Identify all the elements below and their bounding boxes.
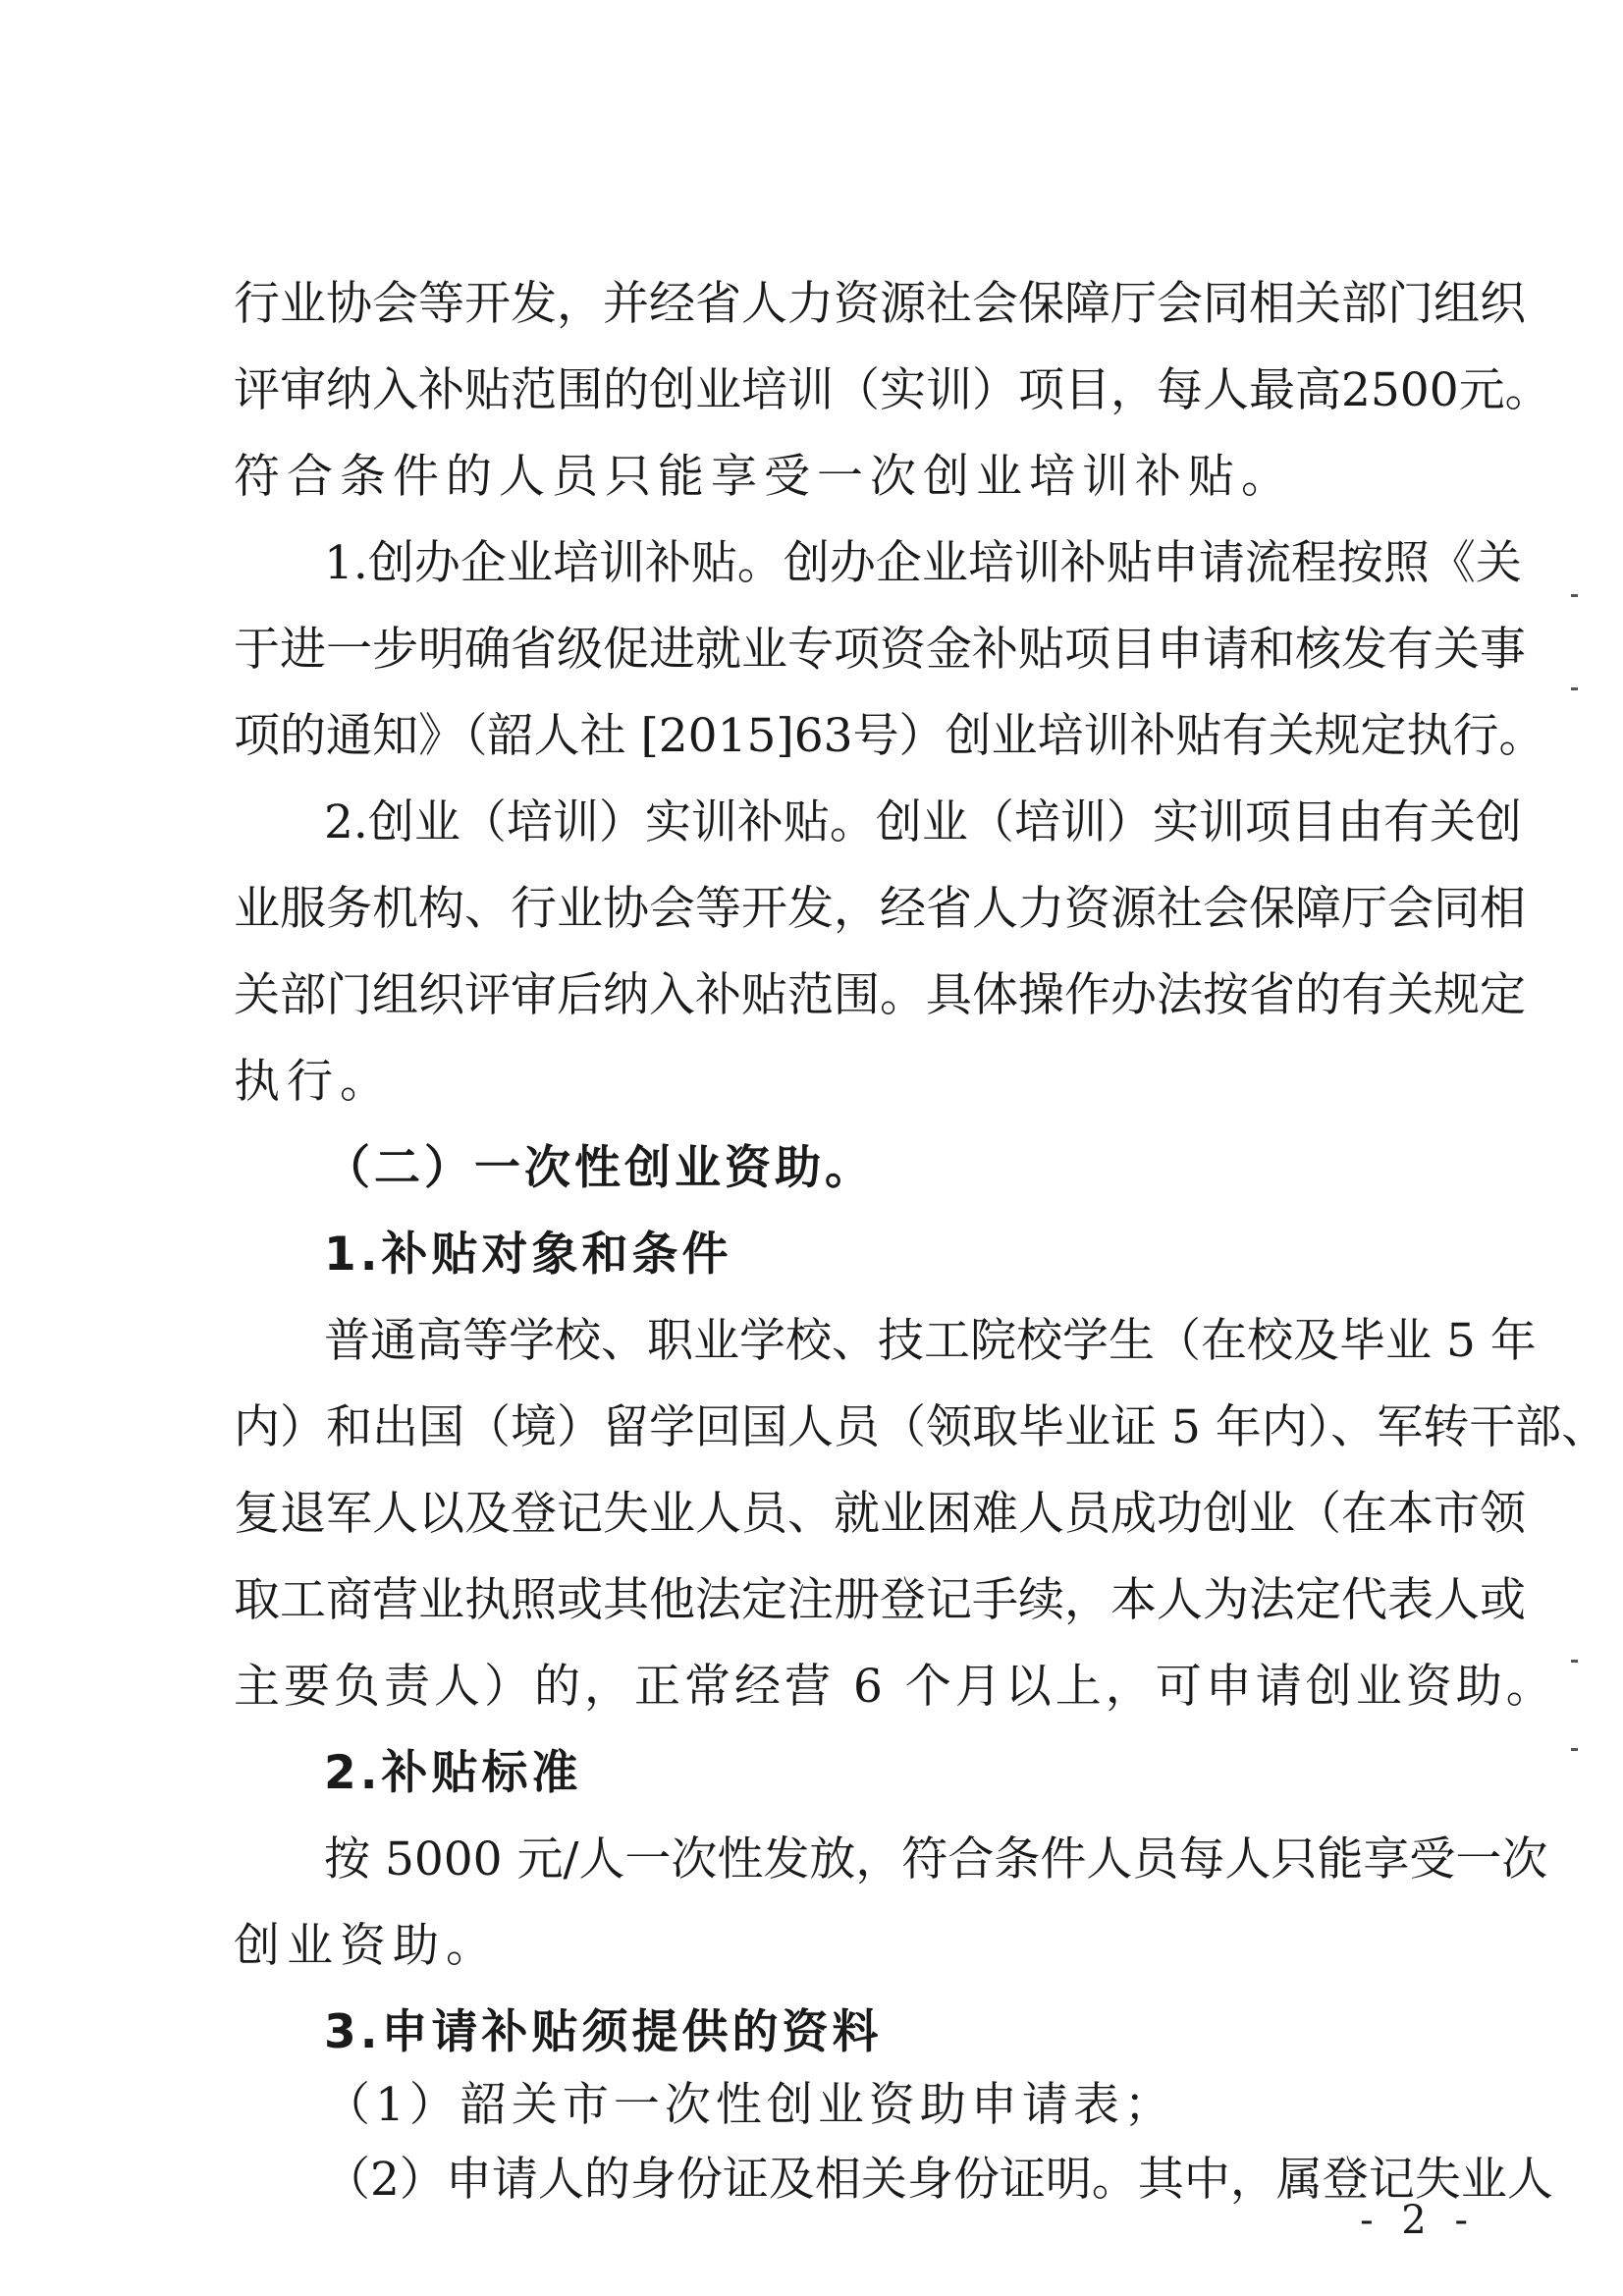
body-line: 复退军人以及登记失业人员、就业困难人员成功创业（在本市领 — [234, 1487, 1526, 1541]
body-line: 2.创业（培训）实训补贴。创业（培训）实训项目由有关创 — [324, 795, 1522, 849]
body-line: 评审纳入补贴范围的创业培训（实训）项目，每人最高2500元。 — [234, 363, 1551, 417]
body-line: 业服务机构、行业协会等开发，经省人力资源社会保障厅会同相 — [234, 882, 1526, 936]
list-item: （2）申请人的身份证及相关身份证明。其中，属登记失业人 — [324, 2153, 1553, 2207]
subsection-heading: 3.申请补贴须提供的资料 — [324, 2005, 883, 2059]
body-line: 符合条件的人员只能享受一次创业培训补贴。 — [234, 450, 1294, 504]
body-line: 执行。 — [234, 1055, 393, 1109]
body-line: 内）和出国（境）留学回国人员（领取毕业证 5 年内）、军转干部、 — [234, 1400, 1608, 1454]
body-line: 关部门组织评审后纳入补贴范围。具体操作办法按省的有关规定 — [234, 968, 1526, 1022]
body-line: 主要负责人）的，正常经营 6 个月以上，可申请创业资助。 — [234, 1660, 1556, 1714]
body-line: 1.创办企业培训补贴。创办企业培训补贴申请流程按照《关 — [324, 536, 1522, 590]
body-line: 于进一步明确省级促进就业专项资金补贴项目申请和核发有关事 — [234, 623, 1526, 677]
body-line: 按 5000 元/人一次性发放，符合条件人员每人只能享受一次 — [324, 1832, 1548, 1886]
scan-mark — [1571, 594, 1578, 597]
body-line: 创业资助。 — [234, 1919, 499, 1973]
subsection-heading: 1.补贴对象和条件 — [324, 1228, 732, 1282]
scan-mark — [1571, 687, 1578, 690]
page-number: - 2 - — [1360, 2198, 1476, 2243]
scan-mark — [1571, 1660, 1578, 1663]
body-line: 行业协会等开发，并经省人力资源社会保障厅会同相关部门组织 — [234, 277, 1526, 331]
list-item: （1）韶关市一次性创业资助申请表； — [324, 2078, 1175, 2132]
scan-mark — [1571, 1748, 1578, 1751]
body-line: 项的通知》（韶人社 [2015]63号）创业培训补贴有关规定执行。 — [234, 709, 1545, 763]
body-line: 取工商营业执照或其他法定注册登记手续，本人为法定代表人或 — [234, 1573, 1526, 1627]
body-line: 普通高等学校、职业学校、技工院校学生（在校及毕业 5 年 — [324, 1314, 1537, 1368]
section-heading: （二）一次性创业资助。 — [324, 1141, 875, 1195]
subsection-heading: 2.补贴标准 — [324, 1746, 582, 1800]
